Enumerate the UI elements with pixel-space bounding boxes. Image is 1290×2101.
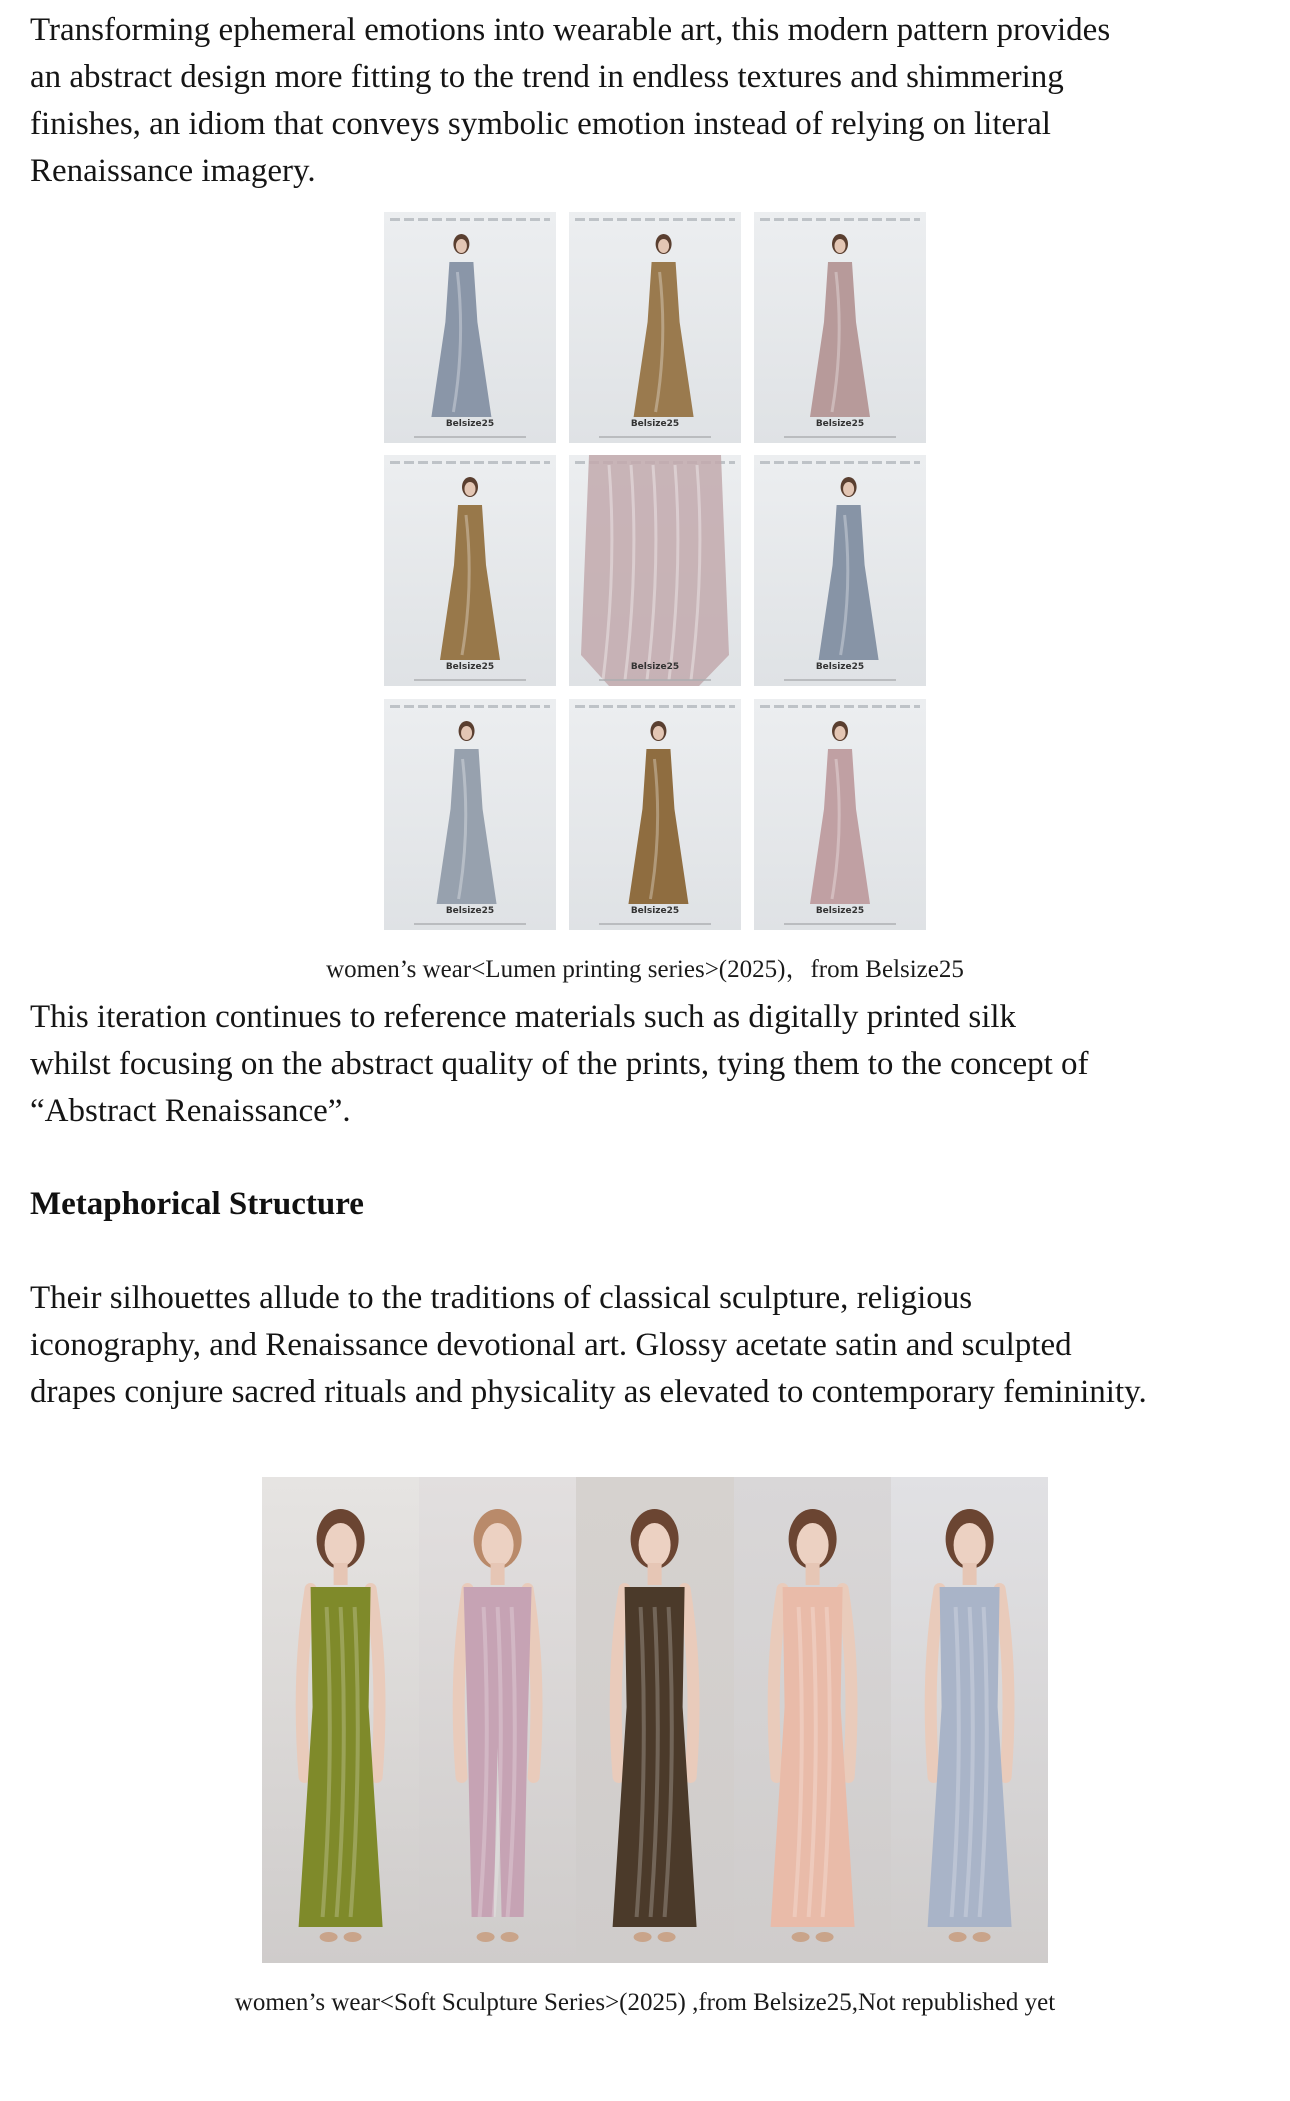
lookbook-tile	[754, 455, 926, 686]
model-figure	[569, 699, 741, 930]
tile-brand-label: Belsize25	[815, 906, 865, 916]
tile-footer-text	[784, 923, 896, 925]
caption-soft-sculpture-series: women’s wear<Soft Sculpture Series>(2025) ,from Belsize25,Not republished yet	[234, 1989, 1056, 2016]
model-figure	[569, 212, 741, 443]
tile-footer-text	[784, 679, 896, 681]
tile-brand-label: Belsize25	[630, 662, 680, 672]
tile-brand-label: Belsize25	[815, 419, 865, 429]
dress-panel	[576, 1477, 734, 1963]
dress-panel	[734, 1477, 892, 1963]
lookbook-tile	[384, 699, 556, 930]
model-figure	[569, 455, 741, 686]
intro-line: an abstract design more fitting to the trend in endless textures and shimmering	[30, 59, 1064, 95]
second-paragraph	[30, 994, 1270, 1135]
third-paragraph	[30, 1275, 1270, 1416]
lookbook-tile	[754, 212, 926, 443]
third-line: iconography, and Renaissance devotional art. Glossy acetate satin and sculpted	[30, 1327, 1072, 1363]
model-figure	[754, 455, 926, 686]
lookbook-tile	[569, 212, 741, 443]
second-line: “Abstract Renaissance”.	[30, 1093, 351, 1129]
tile-footer-text	[599, 679, 711, 681]
tile-footer-text	[414, 436, 526, 438]
lookbook-tile	[384, 455, 556, 686]
dress-panel	[891, 1477, 1048, 1963]
model-figure	[384, 699, 556, 930]
model-figure	[384, 212, 556, 443]
model-figure	[576, 1477, 734, 1963]
model-figure	[384, 455, 556, 686]
tile-footer-text	[599, 436, 711, 438]
lookbook-tile	[569, 455, 741, 686]
lookbook-tile	[569, 699, 741, 930]
intro-line: Renaissance imagery.	[30, 153, 316, 189]
caption-lumen-series: women’s wear<Lumen printing series>(2025)，from Belsize25	[326, 956, 964, 983]
tile-brand-label: Belsize25	[445, 419, 495, 429]
model-figure	[262, 1477, 420, 1963]
model-figure	[754, 212, 926, 443]
model-figure	[734, 1477, 892, 1963]
tile-brand-label: Belsize25	[630, 419, 680, 429]
intro-line: Transforming ephemeral emotions into wearable art, this modern pattern provides	[30, 12, 1111, 48]
second-line: whilst focusing on the abstract quality of the prints, tying them to the concept of	[30, 1046, 1089, 1082]
tile-footer-text	[414, 923, 526, 925]
tile-footer-text	[599, 923, 711, 925]
soft-sculpture-strip-image	[262, 1477, 1048, 1963]
intro-paragraph	[30, 7, 1270, 195]
lookbook-grid-image	[384, 212, 930, 930]
lookbook-tile	[754, 699, 926, 930]
model-figure	[754, 699, 926, 930]
dress-panel	[262, 1477, 420, 1963]
second-line: This iteration continues to reference materials such as digitally printed silk	[30, 999, 1017, 1035]
model-figure	[891, 1477, 1048, 1963]
tile-brand-label: Belsize25	[445, 662, 495, 672]
third-line: drapes conjure sacred rituals and physicality as elevated to contemporary femininity.	[30, 1374, 1147, 1410]
dress-panel	[419, 1477, 577, 1963]
tile-brand-label: Belsize25	[815, 662, 865, 672]
tile-brand-label: Belsize25	[445, 906, 495, 916]
tile-footer-text	[414, 679, 526, 681]
tile-footer-text	[784, 436, 896, 438]
model-figure	[419, 1477, 577, 1963]
lookbook-tile	[384, 212, 556, 443]
intro-line: finishes, an idiom that conveys symbolic emotion instead of relying on literal	[30, 106, 1051, 142]
section-heading: Metaphorical Structure	[30, 1186, 364, 1222]
tile-brand-label: Belsize25	[630, 906, 680, 916]
third-line: Their silhouettes allude to the traditions of classical sculpture, religious	[30, 1280, 973, 1316]
